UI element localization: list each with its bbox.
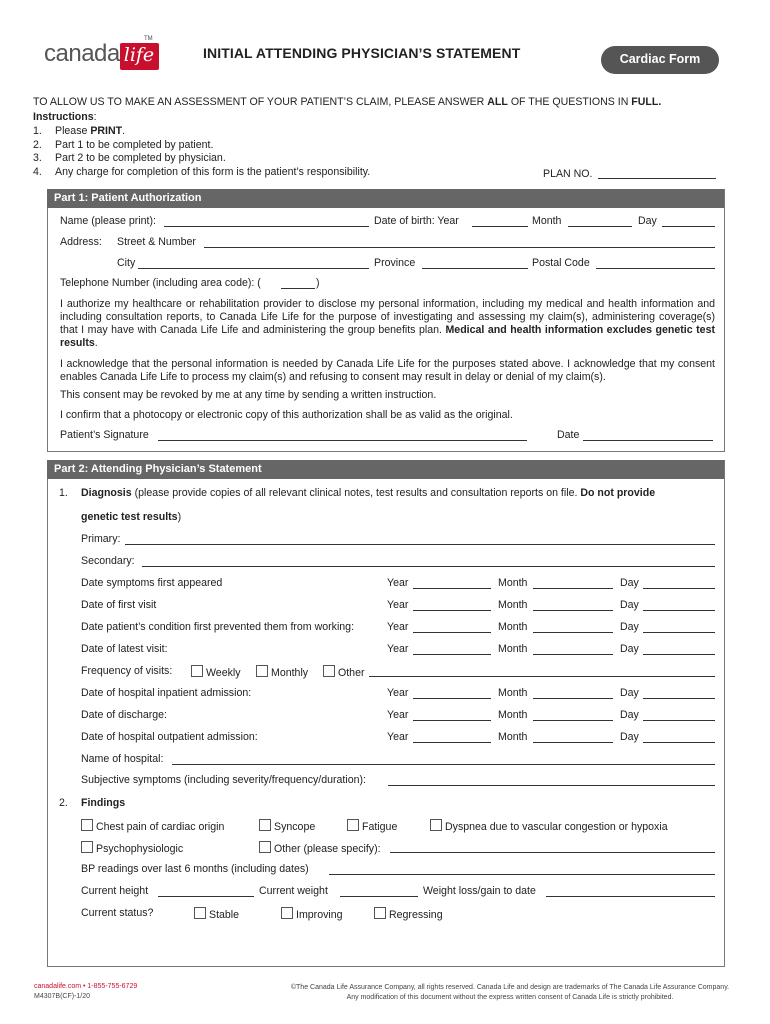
date-day-field[interactable] bbox=[643, 698, 715, 699]
date-month-field[interactable] bbox=[533, 654, 613, 655]
q1-number: 1. bbox=[59, 487, 68, 499]
instruction-item: 3. Part 2 to be completed by physician. bbox=[33, 152, 226, 165]
phone-label: Telephone Number (including area code): ( bbox=[60, 277, 261, 289]
chest-pain-checkbox[interactable] bbox=[81, 819, 93, 831]
signature-field[interactable] bbox=[158, 440, 527, 441]
regressing-checkbox[interactable] bbox=[374, 907, 386, 919]
street-label: Street & Number bbox=[117, 236, 196, 248]
date-month-field[interactable] bbox=[533, 720, 613, 721]
logo-trademark: TM bbox=[144, 36, 153, 42]
frequency-label: Frequency of visits: bbox=[81, 665, 173, 677]
dob-year-field[interactable] bbox=[472, 226, 528, 227]
dob-month-label: Month bbox=[532, 215, 562, 227]
city-label: City bbox=[117, 257, 136, 269]
date-year-label: Year bbox=[387, 577, 409, 589]
logo-box: life bbox=[120, 43, 159, 70]
improving-checkbox[interactable] bbox=[281, 907, 293, 919]
date-year-field[interactable] bbox=[413, 654, 491, 655]
finding-other[interactable]: Other (please specify): bbox=[259, 841, 381, 855]
freq-weekly[interactable]: Weekly bbox=[191, 665, 241, 679]
date-row-label: Date patient’s condition first prevented them from working: bbox=[81, 621, 355, 633]
form-title: INITIAL ATTENDING PHYSICIAN’S STATEMENT bbox=[203, 45, 521, 61]
company-logo bbox=[44, 40, 159, 68]
part2-heading: Part 2: Attending Physician’s Statement bbox=[47, 460, 724, 479]
finding-psychophysiologic[interactable]: Psychophysiologic bbox=[81, 841, 183, 855]
date-day-label: Day bbox=[620, 709, 639, 721]
date-month-label: Month bbox=[498, 709, 528, 721]
diagnosis-instructions-cont: genetic test results) bbox=[81, 511, 182, 523]
sign-date-field[interactable] bbox=[583, 440, 713, 441]
diagnosis-instructions: Diagnosis (please provide copies of all relevant clinical notes, test results and consultation reports on file. Do not provide bbox=[81, 487, 656, 499]
consent-paragraph-4: I confirm that a photocopy or electronic copy of this authorization shall be as valid as the original. bbox=[60, 409, 513, 421]
psychophysiologic-checkbox[interactable] bbox=[81, 841, 93, 853]
intro-line: TO ALLOW US TO MAKE AN ASSESSMENT OF YOUR PATIENT’S CLAIM, PLEASE ANSWER ALL OF THE QUESTIONS IN FULL. bbox=[33, 96, 662, 108]
date-day-label: Day bbox=[620, 621, 639, 633]
findings-title: Findings bbox=[81, 797, 126, 809]
consent-paragraph-3: This consent may be revoked by me at any time by sending a written instruction. bbox=[60, 389, 437, 401]
date-row-label: Date of latest visit: bbox=[81, 643, 168, 655]
primary-diagnosis-field[interactable] bbox=[125, 544, 715, 545]
date-year-label: Year bbox=[387, 643, 409, 655]
instruction-item: 1. Please PRINT. bbox=[33, 125, 126, 137]
date-day-label: Day bbox=[620, 599, 639, 611]
date-year-field[interactable] bbox=[413, 610, 491, 611]
date-month-field[interactable] bbox=[533, 632, 613, 633]
consent-paragraph-1: I authorize my healthcare or rehabilitation provider to disclose my personal information, including my medical and health information and including consultation reports, to Canada Life Life for the purpose of investigating and assessing my claim(s), administering coverage(s) that I may have with Canada Life Life and administering the group benefits plan. Medical and health information excludes genetic test results. bbox=[60, 298, 715, 349]
status-label: Current status? bbox=[81, 907, 154, 919]
date-day-label: Day bbox=[620, 643, 639, 655]
dob-day-label: Day bbox=[638, 215, 657, 227]
street-field[interactable] bbox=[204, 247, 715, 248]
bp-field[interactable] bbox=[329, 874, 715, 875]
date-month-field[interactable] bbox=[533, 610, 613, 611]
secondary-label: Secondary: bbox=[81, 555, 135, 567]
date-year-field[interactable] bbox=[413, 632, 491, 633]
monthly-checkbox[interactable] bbox=[256, 665, 268, 677]
dob-label: Date of birth: Year bbox=[374, 215, 459, 227]
cardiac-form-badge: Cardiac Form bbox=[601, 46, 719, 74]
date-year-field[interactable] bbox=[413, 588, 491, 589]
postal-field[interactable] bbox=[596, 268, 715, 269]
instruction-item: 2. Part 1 to be completed by patient. bbox=[33, 138, 214, 151]
date-month-field[interactable] bbox=[533, 742, 613, 743]
instructions-list bbox=[33, 125, 370, 179]
date-day-field[interactable] bbox=[643, 720, 715, 721]
weekly-checkbox[interactable] bbox=[191, 665, 203, 677]
date-year-label: Year bbox=[387, 687, 409, 699]
date-row-label: Date of first visit bbox=[81, 599, 157, 611]
hospital-name-label: Name of hospital: bbox=[81, 753, 164, 765]
weight-change-label: Weight loss/gain to date bbox=[423, 885, 536, 897]
weight-change-field[interactable] bbox=[546, 896, 715, 897]
fatigue-checkbox[interactable] bbox=[347, 819, 359, 831]
date-year-field[interactable] bbox=[413, 720, 491, 721]
consent-paragraph-2: I acknowledge that the personal information is needed by Canada Life Life for the purposes stated above. I acknowledge that my consent enables Canada Life Life to process my claim(s) and refusing to consent may result in delay or denial of my claim(s). bbox=[60, 358, 715, 383]
plan-no-field[interactable]: PLAN NO. bbox=[543, 168, 592, 180]
date-month-label: Month bbox=[498, 687, 528, 699]
date-month-label: Month bbox=[498, 599, 528, 611]
finding-chest-pain[interactable]: Chest pain of cardiac origin bbox=[81, 819, 224, 833]
q2-number: 2. bbox=[59, 797, 68, 809]
footer-contact: canadalife.com • 1-855-755-6729 bbox=[34, 983, 138, 990]
phone-area-field[interactable] bbox=[281, 288, 315, 289]
other-frequency-checkbox[interactable] bbox=[323, 665, 335, 677]
hospital-name-field[interactable] bbox=[172, 764, 715, 765]
finding-syncope[interactable]: Syncope bbox=[259, 819, 315, 833]
freq-other[interactable]: Other bbox=[323, 665, 365, 679]
instruction-item: 4. Any charge for completion of this form is the patient’s responsibility. bbox=[33, 165, 371, 178]
name-field[interactable] bbox=[164, 226, 369, 227]
postal-label: Postal Code bbox=[532, 257, 590, 269]
date-year-label: Year bbox=[387, 599, 409, 611]
phone-close: ) bbox=[316, 277, 320, 289]
date-day-field[interactable] bbox=[643, 654, 715, 655]
date-day-field[interactable] bbox=[643, 588, 715, 589]
date-day-field[interactable] bbox=[643, 632, 715, 633]
date-row-label: Date of hospital inpatient admission: bbox=[81, 687, 252, 699]
date-year-label: Year bbox=[387, 621, 409, 633]
city-field[interactable] bbox=[138, 268, 369, 269]
date-month-label: Month bbox=[498, 621, 528, 633]
date-year-field[interactable] bbox=[413, 742, 491, 743]
dyspnea-checkbox[interactable] bbox=[430, 819, 442, 831]
other-finding-checkbox[interactable] bbox=[259, 841, 271, 853]
weight-label: Current weight bbox=[259, 885, 328, 897]
date-month-field[interactable] bbox=[533, 588, 613, 589]
stable-checkbox[interactable] bbox=[194, 907, 206, 919]
height-field[interactable] bbox=[158, 896, 254, 897]
footer-form-code: M4307B(CF)-1/20 bbox=[34, 993, 91, 1000]
syncope-checkbox[interactable] bbox=[259, 819, 271, 831]
date-day-field[interactable] bbox=[643, 610, 715, 611]
status-regressing[interactable]: Regressing bbox=[374, 907, 443, 921]
date-day-label: Day bbox=[620, 731, 639, 743]
part1-heading: Part 1: Patient Authorization bbox=[47, 189, 724, 208]
sign-date-label: Date bbox=[557, 429, 580, 441]
status-stable[interactable]: Stable bbox=[194, 907, 239, 921]
province-field[interactable] bbox=[422, 268, 528, 269]
other-finding-field[interactable] bbox=[390, 852, 715, 853]
footer-copyright: ©The Canada Life Assurance Company, all rights reserved. Canada Life and design are trademarks of The Canada Life Assurance Company. Any modification of this document without the express written consent of Canada Life is strictly prohibited. bbox=[290, 984, 730, 1001]
date-month-label: Month bbox=[498, 577, 528, 589]
bp-label: BP readings over last 6 months (including dates) bbox=[81, 863, 309, 875]
weight-field[interactable] bbox=[340, 896, 418, 897]
address-label: Address: bbox=[60, 236, 102, 248]
status-improving[interactable]: Improving bbox=[281, 907, 343, 921]
subjective-label: Subjective symptoms (including severity/frequency/duration): bbox=[81, 774, 366, 786]
date-row-label: Date symptoms first appeared bbox=[81, 577, 223, 589]
date-row-label: Date of hospital outpatient admission: bbox=[81, 731, 258, 743]
other-frequency-field[interactable] bbox=[369, 676, 715, 677]
subjective-field[interactable] bbox=[388, 785, 715, 786]
date-year-label: Year bbox=[387, 731, 409, 743]
freq-monthly[interactable]: Monthly bbox=[256, 665, 308, 679]
date-row-label: Date of discharge: bbox=[81, 709, 167, 721]
height-label: Current height bbox=[81, 885, 149, 897]
date-day-label: Day bbox=[620, 577, 639, 589]
date-year-field[interactable] bbox=[413, 698, 491, 699]
signature-label: Patient’s Signature bbox=[60, 429, 149, 441]
province-label: Province bbox=[374, 257, 416, 269]
date-day-field[interactable] bbox=[643, 742, 715, 743]
dob-day-field[interactable] bbox=[662, 226, 715, 227]
date-day-label: Day bbox=[620, 687, 639, 699]
secondary-diagnosis-field[interactable] bbox=[142, 566, 715, 567]
finding-fatigue[interactable]: Fatigue bbox=[347, 819, 397, 833]
instructions-label: Instructions: bbox=[33, 111, 97, 123]
name-label: Name (please print): bbox=[60, 215, 156, 227]
primary-label: Primary: bbox=[81, 533, 121, 545]
logo-wordmark: canada bbox=[44, 40, 120, 67]
finding-dyspnea[interactable]: Dyspnea due to vascular congestion or hypoxia bbox=[430, 819, 668, 833]
date-month-label: Month bbox=[498, 731, 528, 743]
date-month-label: Month bbox=[498, 643, 528, 655]
dob-month-field[interactable] bbox=[568, 226, 632, 227]
date-month-field[interactable] bbox=[533, 698, 613, 699]
date-year-label: Year bbox=[387, 709, 409, 721]
